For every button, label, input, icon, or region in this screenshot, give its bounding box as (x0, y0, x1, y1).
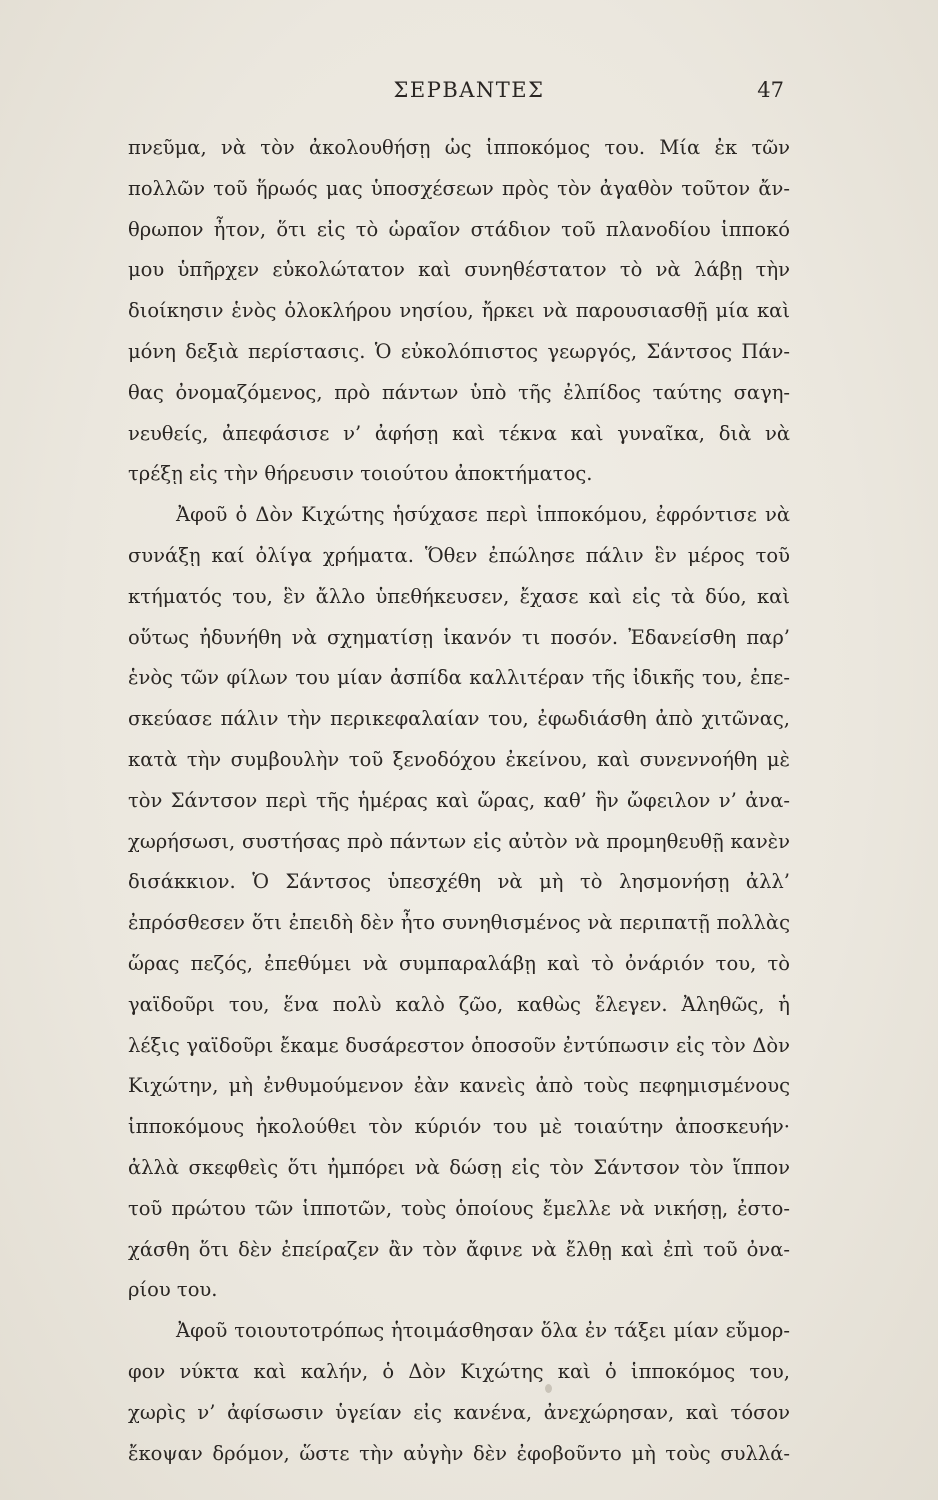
text-line: τοῦ πρώτου τῶν ἱπποτῶν, τοὺς ὁποίους ἔμελλε νὰ νικήσῃ, ἐστο- (128, 1196, 790, 1220)
text-line: κατὰ τὴν συμβουλὴν τοῦ ξενοδόχου ἐκείνου, καὶ συνεννοήθη μὲ (128, 747, 790, 771)
body-text (128, 128, 790, 1474)
text-line: ἔκοψαν δρόμον, ὥστε τὴν αὐγὴν δὲν ἐφοβοῦντο μὴ τοὺς συλλά- (128, 1441, 790, 1465)
text-line: μόνη δεξιὰ περίστασις. Ὁ εὐκολόπιστος γεωργός, Σάντσος Πάν- (128, 339, 790, 363)
text-line: τὸν Σάντσον περὶ τῆς ἡμέρας καὶ ὥρας, καθ’ ἣν ὤφειλον ν’ ἀνα- (128, 788, 790, 812)
running-title: ΣΕΡΒΑΝΤΕΣ (393, 78, 545, 102)
text-line: πολλῶν τοῦ ἥρωός μας ὑποσχέσεων πρὸς τὸν ἀγαθὸν τοῦτον ἄν- (128, 176, 790, 200)
text-line: τρέξῃ εἰς τὴν θήρευσιν τοιούτου ἀποκτήματος. (128, 462, 593, 486)
text-line: οὕτως ἠδυνήθη νὰ σχηματίσῃ ἱκανόν τι ποσόν. Ἐδανείσθη παρ’ (128, 625, 790, 649)
page-number: 47 (757, 78, 784, 102)
text-line: γαϊδοῦρι του, ἕνα πολὺ καλὸ ζῶο, καθὼς ἔλεγεν. Ἀληθῶς, ἡ (128, 992, 790, 1016)
text-line: ἐπρόσθεσεν ὅτι ἐπειδὴ δὲν ἦτο συνηθισμένος νὰ περιπατῇ πολλὰς (128, 911, 790, 935)
text-line: μου ὑπῆρχεν εὐκολώτατον καὶ συνηθέστατον τὸ νὰ λάβῃ τὴν (128, 258, 790, 282)
text-line: Ἀφοῦ ὁ Δὸν Κιχώτης ἡσύχασε περὶ ἱπποκόμου, ἐφρόντισε νὰ (176, 503, 790, 527)
text-line: ρίου του. (128, 1278, 218, 1302)
text-line: κτήματός του, ἓν ἄλλο ὑπεθήκευσεν, ἔχασε καὶ εἰς τὰ δύο, καὶ (128, 584, 790, 608)
text-line: χωρὶς ν’ ἀφίσωσιν ὑγείαν εἰς κανένα, ἀνεχώρησαν, καὶ τόσον (128, 1400, 790, 1424)
text-line: Κιχώτην, μὴ ἐνθυμούμενον ἐὰν κανεὶς ἀπὸ τοὺς πεφημισμένους (128, 1074, 790, 1098)
text-line: νευθείς, ἀπεφάσισε ν’ ἀφήσῃ καὶ τέκνα καὶ γυναῖκα, διὰ νὰ (128, 421, 790, 445)
text-line: σκεύασε πάλιν τὴν περικεφαλαίαν του, ἐφωδιάσθη ἀπὸ χιτῶνας, (128, 707, 790, 731)
text-line: λέξις γαϊδοῦρι ἔκαμε δυσάρεστον ὁποσοῦν ἐντύπωσιν εἰς τὸν Δὸν (128, 1033, 790, 1057)
text-line: συνάξῃ καί ὀλίγα χρήματα. Ὅθεν ἐπώλησε πάλιν ἓν μέρος τοῦ (128, 543, 790, 567)
text-line: χωρήσωσι, συστήσας πρὸ πάντων εἰς αὐτὸν νὰ προμηθευθῇ κανὲν (128, 829, 790, 853)
text-line: χάσθη ὅτι δὲν ἐπείραζεν ἂν τὸν ἄφινε νὰ ἔλθῃ καὶ ἐπὶ τοῦ ὀνα- (128, 1237, 790, 1261)
text-line: ὥρας πεζός, ἐπεθύμει νὰ συμπαραλάβῃ καὶ τὸ ὀνάριόν του, τὸ (128, 951, 790, 975)
text-line: Ἀφοῦ τοιουτοτρόπως ἡτοιμάσθησαν ὅλα ἐν τάξει μίαν εὔμορ- (176, 1319, 790, 1343)
text-line: θας ὀνομαζόμενος, πρὸ πάντων ὑπὸ τῆς ἐλπίδος ταύτης σαγη- (128, 380, 790, 404)
text-line: ἑνὸς τῶν φίλων του μίαν ἀσπίδα καλλιτέραν τῆς ἰδικῆς του, ἐπε- (128, 666, 790, 690)
text-line: δισάκκιον. Ὁ Σάντσος ὑπεσχέθη νὰ μὴ τὸ λησμονήσῃ ἀλλ’ (128, 870, 790, 894)
text-line: θρωπον ἦτον, ὅτι εἰς τὸ ὡραῖον στάδιον τοῦ πλανοδίου ἱπποκό (128, 217, 790, 241)
text-line: ἱπποκόμους ἠκολούθει τὸν κύριόν του μὲ τοιαύτην ἀποσκευήν· (128, 1115, 790, 1139)
text-line: διοίκησιν ἑνὸς ὁλοκλήρου νησίου, ἤρκει νὰ παρουσιασθῇ μία καὶ (128, 299, 790, 323)
ink-spot (545, 1384, 552, 1393)
text-line: πνεῦμα, νὰ τὸν ἀκολουθήσῃ ὡς ἱπποκόμος του. Μία ἐκ τῶν (128, 136, 790, 159)
text-line: ἀλλὰ σκεφθεὶς ὅτι ἠμπόρει νὰ δώσῃ εἰς τὸν Σάντσον τὸν ἵππον (128, 1155, 790, 1179)
text-line: φον νύκτα καὶ καλήν, ὁ Δὸν Κιχώτης καὶ ὁ ἱπποκόμος του, (128, 1359, 790, 1383)
running-head (0, 70, 938, 110)
